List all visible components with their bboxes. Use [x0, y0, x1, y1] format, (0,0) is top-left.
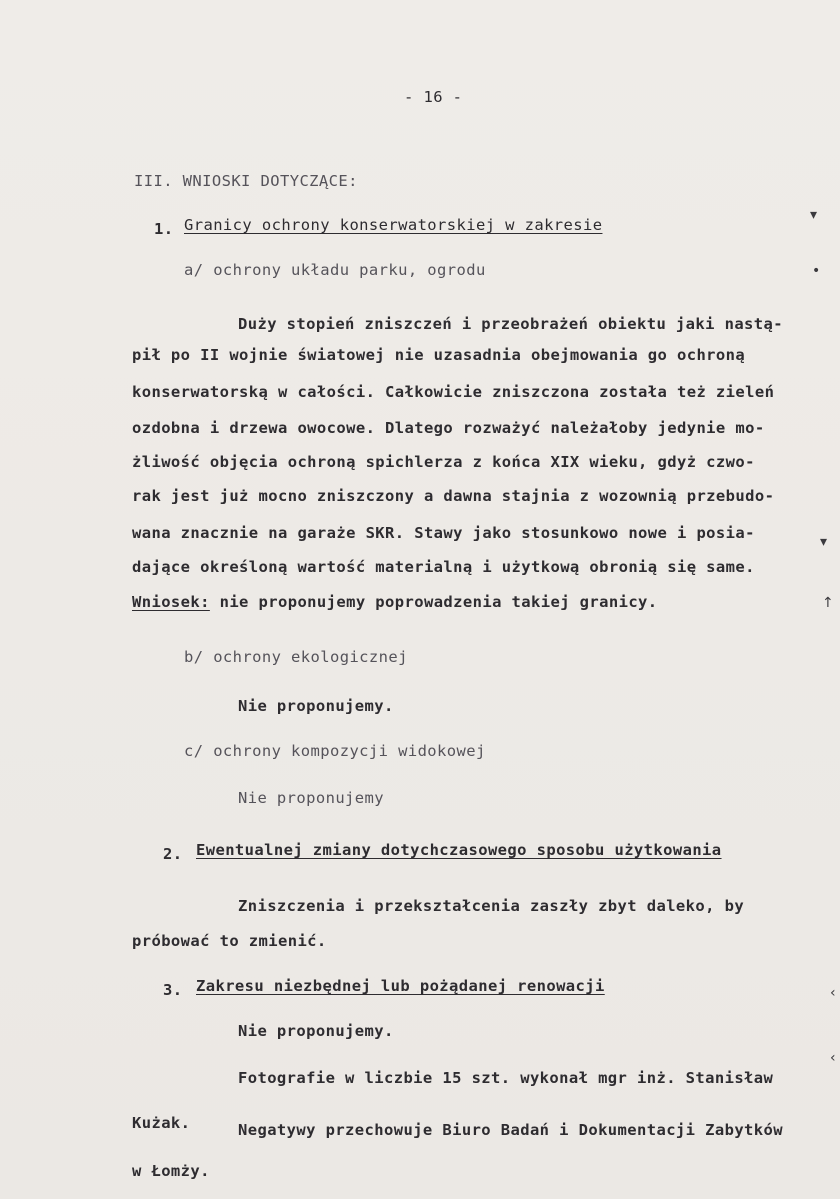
paragraph-line: Duży stopień zniszczeń i przeobrażeń obiektu jaki nastą- — [238, 315, 783, 333]
scan-mark: ↑ — [822, 595, 834, 611]
paragraph-line: ozdobna i drzewa owocowe. Dlatego rozważyć należałoby jedynie mo- — [132, 419, 765, 437]
item1-sub-c: c/ ochrony kompozycji widokowej — [184, 742, 486, 760]
item2-number: 2. — [163, 845, 183, 863]
scan-mark: ▾ — [810, 207, 818, 223]
item1-sub-a: a/ ochrony układu parku, ogrodu — [184, 261, 486, 279]
item2-title: Ewentualnej zmiany dotychczasowego sposobu użytkowania — [196, 841, 722, 859]
item3-title: Zakresu niezbędnej lub pożądanej renowacji — [196, 977, 605, 995]
item3-answer: Nie proponujemy. — [238, 1022, 394, 1040]
paragraph-line: rak jest już mocno zniszczony a dawna stajnia z wozownią przebudo- — [132, 487, 775, 505]
paragraph-line: pił po II wojnie światowej nie uzasadnia obejmowania go ochroną — [132, 346, 746, 364]
paragraph-line: żliwość objęcia ochroną spichlerza z końca XIX wieku, gdyż czwo- — [132, 453, 755, 471]
wniosek-text: nie proponujemy poprowadzenia takiej granicy. — [209, 593, 658, 611]
scan-mark: ‹ — [830, 1050, 836, 1066]
scan-mark: ▾ — [820, 534, 828, 550]
item1-number: 1. — [154, 220, 174, 238]
item1-sub-c-answer: Nie proponujemy — [238, 789, 384, 807]
paragraph-line: wana znacznie na garaże SKR. Stawy jako stosunkowo nowe i posia- — [132, 524, 755, 542]
item1-sub-b-answer: Nie proponujemy. — [238, 697, 394, 715]
item2-line1: Zniszczenia i przekształcenia zaszły zbyt daleko, by — [238, 897, 745, 915]
author-surname: Kużak. — [132, 1114, 191, 1132]
item3-number: 3. — [163, 981, 183, 999]
scan-mark: ‹ — [830, 985, 836, 1001]
item1-sub-b: b/ ochrony ekologicznej — [184, 648, 408, 666]
photo-line: Fotografie w liczbie 15 szt. wykonał mgr inż. Stanisław — [238, 1069, 774, 1087]
negatives-line: Negatywy przechowuje Biuro Badań i Dokumentacji Zabytków — [238, 1121, 783, 1139]
scan-mark: • — [812, 263, 821, 279]
location-line: w Łomży. — [132, 1162, 210, 1180]
section-heading: III. WNIOSKI DOTYCZĄCE: — [134, 172, 358, 190]
paragraph-line: dające określoną wartość materialną i użytkową obronią się same. — [132, 558, 755, 576]
wniosek-line — [132, 593, 658, 611]
paragraph-line: konserwatorską w całości. Całkowicie zniszczona została też zieleń — [132, 383, 775, 401]
item1-title: Granicy ochrony konserwatorskiej w zakresie — [184, 216, 603, 234]
item2-line2: próbować to zmienić. — [132, 932, 327, 950]
page-number: - 16 - — [404, 88, 463, 106]
wniosek-label: Wniosek: — [132, 593, 210, 611]
